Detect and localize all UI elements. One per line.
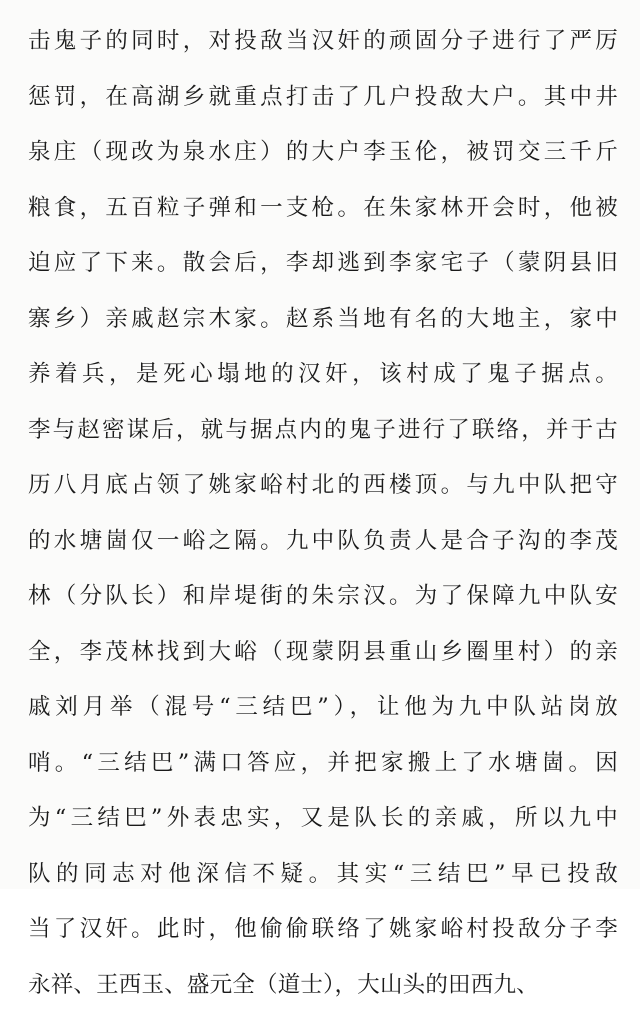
text-line-9: 历八月底占领了姚家峪村北的西楼顶。与九中队把守 bbox=[28, 458, 618, 514]
text-line-5: 迫应了下来。散会后，李却逃到李家宅子（蒙阴县旧 bbox=[28, 236, 618, 292]
text-line-6: 寨乡）亲戚赵宗木家。赵系当地有名的大地主，家中 bbox=[28, 292, 618, 348]
text-line-7: 养着兵，是死心塌地的汉奸，该村成了鬼子据点。 bbox=[28, 347, 618, 403]
text-line-14: 哨。“三结巴”满口答应，并把家搬上了水塘崮。因 bbox=[28, 736, 618, 792]
text-line-3: 泉庄（现改为泉水庄）的大户李玉伦，被罚交三千斤 bbox=[28, 125, 618, 181]
text-line-17: 当了汉奸。此时，他偷偷联络了姚家峪村投敌分子李 bbox=[28, 902, 618, 958]
text-line-10: 的水塘崮仅一峪之隔。九中队负责人是合子沟的李茂 bbox=[28, 514, 618, 570]
body-text bbox=[28, 14, 618, 1013]
text-line-13: 戚刘月举（混号“三结巴”），让他为九中队站岗放 bbox=[28, 680, 618, 736]
text-line-15: 为“三结巴”外表忠实，又是队长的亲戚，所以九中 bbox=[28, 791, 618, 847]
text-line-1: 击鬼子的同时，对投敌当汉奸的顽固分子进行了严厉 bbox=[28, 14, 618, 70]
text-line-12: 全，李茂林找到大峪（现蒙阴县重山乡圈里村）的亲 bbox=[28, 625, 618, 681]
text-line-11: 林（分队长）和岸堤街的朱宗汉。为了保障九中队安 bbox=[28, 569, 618, 625]
text-line-18: 永祥、王西玉、盛元全（道士），大山头的田西九、 bbox=[28, 958, 618, 1013]
text-line-8: 李与赵密谋后，就与据点内的鬼子进行了联络，并于古 bbox=[28, 403, 618, 459]
text-line-2: 惩罚，在高湖乡就重点打击了几户投敌大户。其中井 bbox=[28, 70, 618, 126]
text-line-4: 粮食，五百粒子弹和一支枪。在朱家林开会时，他被 bbox=[28, 181, 618, 237]
text-line-16: 队的同志对他深信不疑。其实“三结巴”早已投敌 bbox=[28, 847, 618, 903]
